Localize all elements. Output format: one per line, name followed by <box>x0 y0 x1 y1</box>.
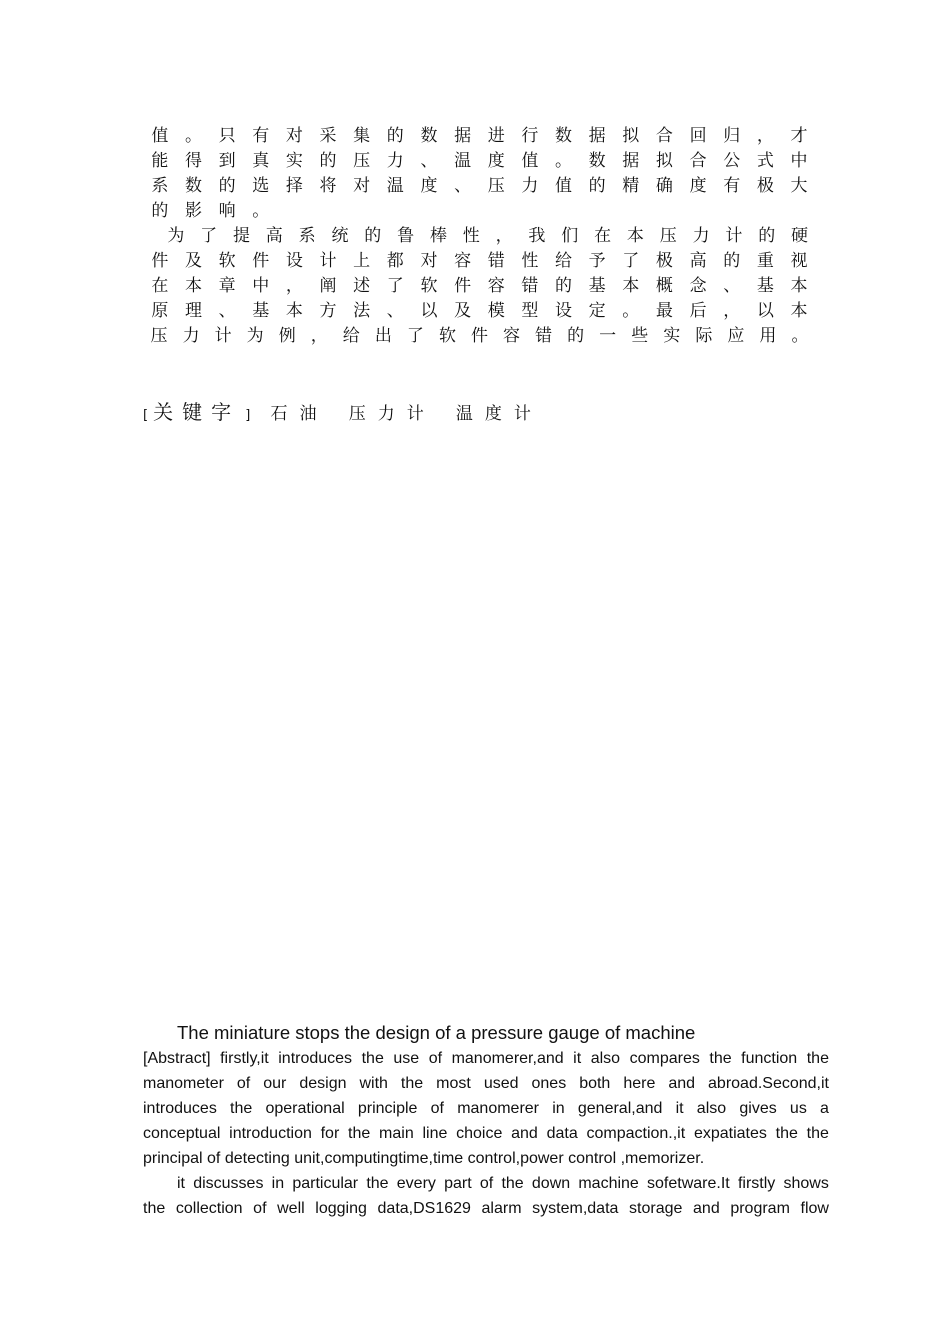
cn-line-9: 压 力 计 为 例 ， 给 出 了 软 件 容 错 的 一 些 实 际 应 用 。 <box>150 326 809 346</box>
cn-line-3: 系 数 的 选 择 将 对 温 度 、 压 力 值 的 精 确 度 有 极 大 <box>151 176 808 196</box>
keywords-label: 关键字 <box>153 400 241 424</box>
cn-line-2: 能 得 到 真 实 的 压 力 、 温 度 值 。 数 据 拟 合 公 式 中 <box>151 151 808 171</box>
en-line-6: it discusses in particular the every part of the down machine sofetware.It firstly shows <box>177 1175 829 1192</box>
en-line-2: manometer of our design with the most used ones both here and abroad.Second,it <box>143 1075 829 1092</box>
cn-line-7: 在 本 章 中 ， 阐 述 了 软 件 容 错 的 基 本 概 念 、 基 本 <box>151 276 808 296</box>
english-title: The miniature stops the design of a pressure gauge of machine <box>177 1022 696 1043</box>
keyword-term-1: 石油 <box>270 404 329 424</box>
keyword-term-2: 压力计 <box>348 404 436 424</box>
cn-line-4: 的 影 响 。 <box>151 201 270 221</box>
keywords-bracket-open: [ <box>143 408 149 423</box>
cn-line-6: 件 及 软 件 设 计 上 都 对 容 错 性 给 予 了 极 高 的 重 视 <box>151 251 808 271</box>
cn-line-1: 值 。 只 有 对 采 集 的 数 据 进 行 数 据 拟 合 回 归 ， 才 <box>151 126 808 146</box>
en-line-4: conceptual introduction for the main line choice and data compaction.,it expatiates the the <box>143 1125 829 1142</box>
en-line-1: [Abstract] firstly,it introduces the use of manomerer,and it also compares the function the <box>143 1050 829 1067</box>
en-line-7: the collection of well logging data,DS1629 alarm system,data storage and program flow <box>143 1200 829 1217</box>
cn-line-5: 为 了 提 高 系 统 的 鲁 棒 性 ， 我 们 在 本 压 力 计 的 硬 <box>167 226 809 246</box>
cn-line-8: 原 理 、 基 本 方 法 、 以 及 模 型 设 定 。 最 后 ， 以 本 <box>151 301 808 321</box>
keyword-term-3: 温度计 <box>455 404 543 424</box>
en-line-5: principal of detecting unit,computingtime,time control,power control ,memorizer. <box>143 1150 705 1167</box>
keywords-bracket-close: ] <box>245 408 251 423</box>
en-line-3: introduces the operational principle of manomerer in general,and it also gives us a <box>143 1100 829 1117</box>
keywords-line <box>143 399 543 425</box>
